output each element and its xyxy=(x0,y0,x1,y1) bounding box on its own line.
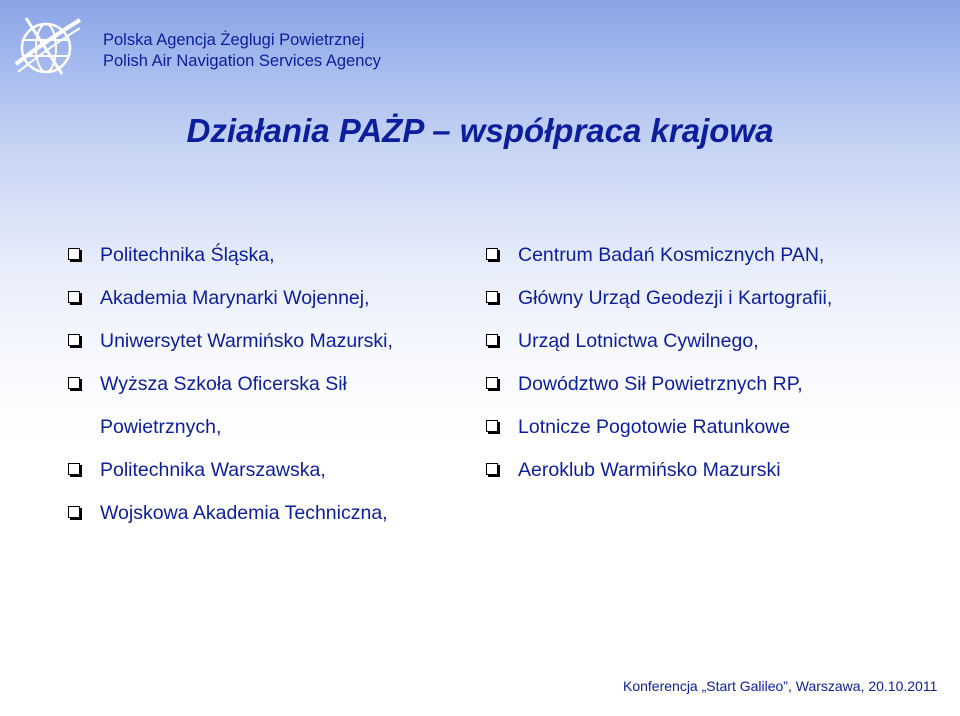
globe-logo-icon xyxy=(14,12,82,80)
list-item-label: Akademia Marynarki Wojennej, xyxy=(100,287,370,309)
checkbox-bullet-icon xyxy=(68,248,80,260)
checkbox-bullet-icon xyxy=(486,463,498,475)
list-item-label: Wyższa Szkoła Oficerska Sił xyxy=(100,373,347,395)
list-item-label: Powietrznych, xyxy=(100,416,222,438)
checkbox-bullet-icon xyxy=(486,377,498,389)
list-item xyxy=(68,449,468,492)
list-item-label: Politechnika Warszawska, xyxy=(100,459,326,481)
list-item xyxy=(68,234,468,277)
checkbox-bullet-icon xyxy=(486,334,498,346)
list-item xyxy=(486,320,946,363)
list-item-label: Centrum Badań Kosmicznych PAN, xyxy=(518,244,825,266)
checkbox-bullet-icon xyxy=(486,248,498,260)
list-item-label: Urząd Lotnictwa Cywilnego, xyxy=(518,330,759,352)
list-item xyxy=(486,449,946,492)
checkbox-bullet-icon xyxy=(68,463,80,475)
checkbox-bullet-icon xyxy=(68,506,80,518)
list-item xyxy=(486,406,946,449)
list-item-continuation xyxy=(68,406,468,449)
list-item-label: Lotnicze Pogotowie Ratunkowe xyxy=(518,416,791,438)
list-item-label: Politechnika Śląska, xyxy=(100,244,275,266)
list-item xyxy=(68,363,468,406)
right-bullet-list xyxy=(486,234,946,492)
footer-conference-note: Konferencja „Start Galileo”, Warszawa, 20.10.2011 xyxy=(623,678,938,694)
list-item-label: Aeroklub Warmińsko Mazurski xyxy=(518,459,781,481)
left-bullet-list xyxy=(68,234,468,535)
list-item xyxy=(486,363,946,406)
list-item xyxy=(68,492,468,535)
list-item xyxy=(486,277,946,320)
checkbox-bullet-icon xyxy=(68,334,80,346)
list-item-label: Wojskowa Akademia Techniczna, xyxy=(100,502,388,524)
organization-name-en: Polish Air Navigation Services Agency xyxy=(103,52,381,70)
checkbox-bullet-icon xyxy=(68,377,80,389)
list-item-label: Główny Urząd Geodezji i Kartografii, xyxy=(518,287,833,309)
organization-name xyxy=(103,30,381,72)
list-item xyxy=(68,320,468,363)
list-item xyxy=(486,234,946,277)
list-item-label: Dowództwo Sił Powietrznych RP, xyxy=(518,373,803,395)
checkbox-bullet-icon xyxy=(486,420,498,432)
slide-title: Działania PAŻP – współpraca krajowa xyxy=(186,112,774,149)
checkbox-bullet-icon xyxy=(68,291,80,303)
organization-name-pl: Polska Agencja Żeglugi Powietrznej xyxy=(103,31,365,49)
checkbox-bullet-icon xyxy=(486,291,498,303)
list-item xyxy=(68,277,468,320)
list-item-label: Uniwersytet Warmińsko Mazurski, xyxy=(100,330,393,352)
